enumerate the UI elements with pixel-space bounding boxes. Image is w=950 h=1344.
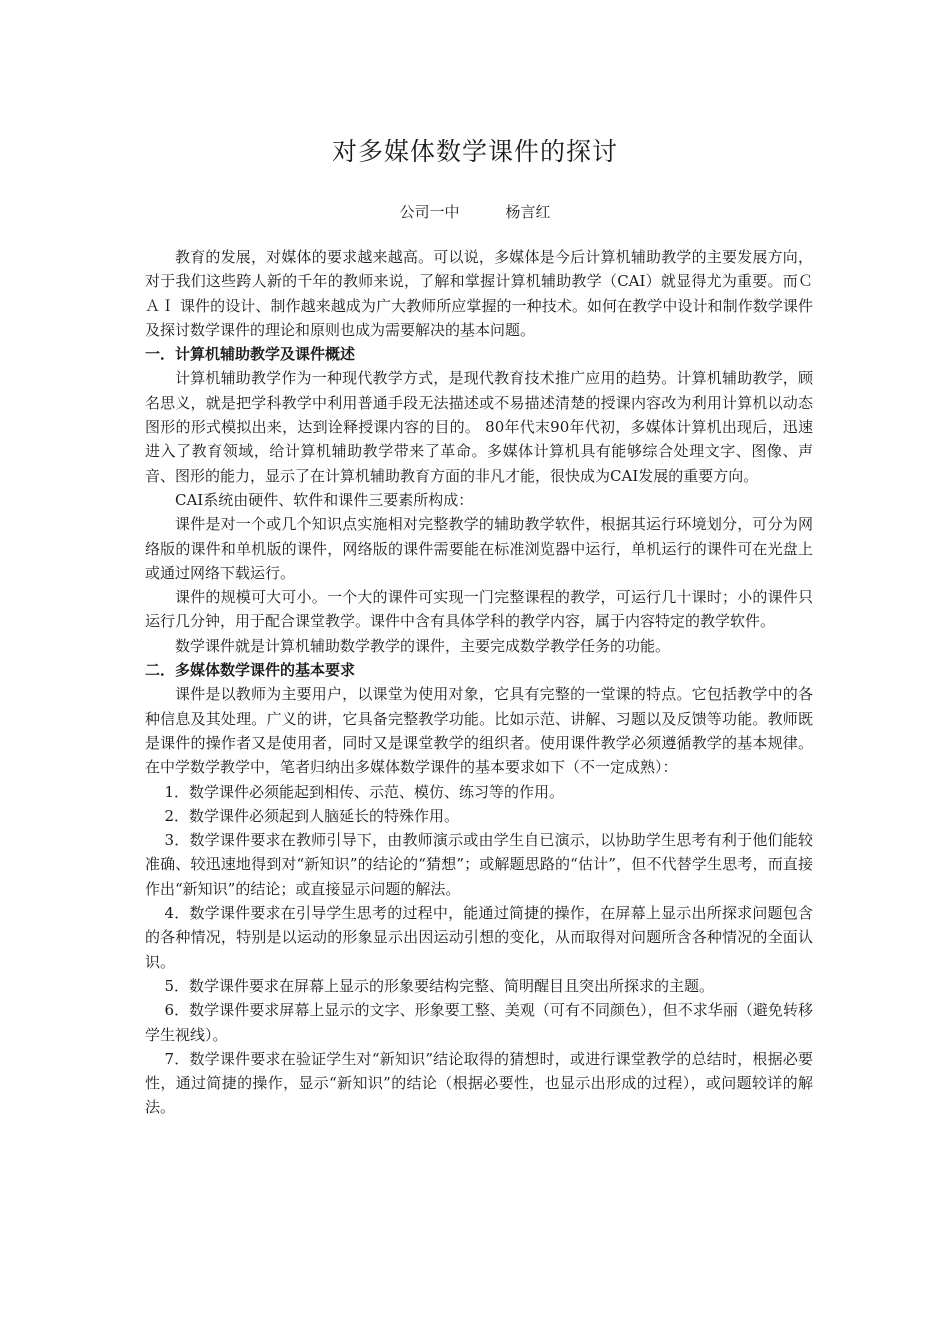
section1-paragraph: 数学课件就是计算机辅助数学教学的课件，主要完成数学教学任务的功能。 bbox=[175, 636, 671, 655]
section1-paragraph: 计算机辅助教学作为一种现代教学方式，是现代教育技术推广应用的趋势。计算机辅助教学，顾名思义，就是把学科教学中利用普通手段无法描述或不易描述清楚的授课内容改为利用计算机以动态图形的形式模拟出来，达到诠释授课内容的目的。 80年代末90年代初，多媒体计算机出现后，迅速进入了教育领域，给计算机辅助教学带来了革命。多媒体计算机具有能够综合处理文字、图像、声音、图形的能力，显示了在计算机辅助教育方面的非凡才能，很快成为CAI发展的重要方向。 bbox=[145, 369, 813, 485]
requirement-item: 4．数学课件要求在引导学生思考的过程中，能通过简捷的操作，在屏幕上显示出所探求问题包含的各种情况，特别是以运动的形象显示出因运动引想的变化，从而取得对问题所含各种情况的全面认识。 bbox=[145, 904, 813, 971]
section1-paragraph: CAI系统由硬件、软件和课件三要素所构成： bbox=[175, 490, 474, 509]
author-school: 公司一中 bbox=[399, 203, 460, 221]
section1-paragraph: 课件是对一个或几个知识点实施相对完整教学的辅助教学软件，根据其运行环境划分，可分为网络版的课件和单机版的课件，网络版的课件需要能在标准浏览器中运行，单机运行的课件可在光盘上或通过网络下载运行。 bbox=[145, 515, 813, 582]
section-heading-1: 一．计算机辅助教学及课件概述 bbox=[145, 345, 356, 364]
section2-paragraph: 课件是以教师为主要用户，以课堂为使用对象，它具有完整的一堂课的特点。它包括教学中的各种信息及其处理。广义的讲，它具备完整教学功能。比如示范、讲解、习题以及反馈等功能。教师既是课件的操作者又是使用者，同时又是课堂教学的组织者。使用课件教学必须遵循教学的基本规律。在中学数学教学中，笔者归纳出多媒体数学课件的基本要求如下（不一定成熟）： bbox=[145, 685, 813, 777]
requirement-item: 6．数学课件要求屏幕上显示的文字、形象要工整、美观（可有不同颜色），但不求华丽（避免转移学生视线）。 bbox=[145, 1001, 813, 1044]
document-body bbox=[145, 245, 813, 1120]
intro-paragraph: 教育的发展，对媒体的要求越来越高。可以说，多媒体是今后计算机辅助教学的主要发展方向，对于我们这些跨人新的千年的教师来说，了解和掌握计算机辅助教学（CAI）就显得尤为重要。而ＣＡＩ 课件的设计、制作越来越成为广大教师所应掌握的一种技术。如何在教学中设计和制作数学课件及探讨数学课件的理论和原则也成为需要解决的基本问题。 bbox=[145, 248, 813, 339]
section-heading-2: 二．多媒体数学课件的基本要求 bbox=[145, 661, 356, 680]
requirement-item: 1．数学课件必须能起到相传、示范、模仿、练习等的作用。 bbox=[164, 782, 565, 801]
section1-paragraph: 课件的规模可大可小。一个大的课件可实现一门完整课程的教学，可运行几十课时；小的课件只运行几分钟，用于配合课堂教学。课件中含有具体学科的教学内容，属于内容特定的教学软件。 bbox=[145, 588, 813, 631]
requirement-item: 5．数学课件要求在屏幕上显示的形象要结构完整、简明醒目且突出所探求的主题。 bbox=[164, 976, 715, 995]
page-title: 对多媒体数学课件的探讨 bbox=[331, 137, 618, 166]
requirement-item: 2．数学课件必须起到人脑延长的特殊作用。 bbox=[164, 806, 460, 825]
requirement-item: 7．数学课件要求在验证学生对“新知识”结论取得的猜想时，或进行课堂教学的总结时，根据必要性，通过简捷的操作，显示“新知识”的结论（根据必要性，也显示出形成的过程），或问题较详的解法。 bbox=[145, 1049, 813, 1117]
author-line bbox=[0, 201, 950, 222]
author-name: 杨言红 bbox=[505, 203, 551, 221]
requirement-item: 3．数学课件要求在教师引导下，由教师演示或由学生自已演示，以协助学生思考有利于他们能较准确、较迅速地得到对“新知识”的结论的“猜想”；或解题思路的“估计”，但不代替学生思考，而直接作出“新知识”的结论；或直接显示问题的解法。 bbox=[145, 831, 813, 898]
